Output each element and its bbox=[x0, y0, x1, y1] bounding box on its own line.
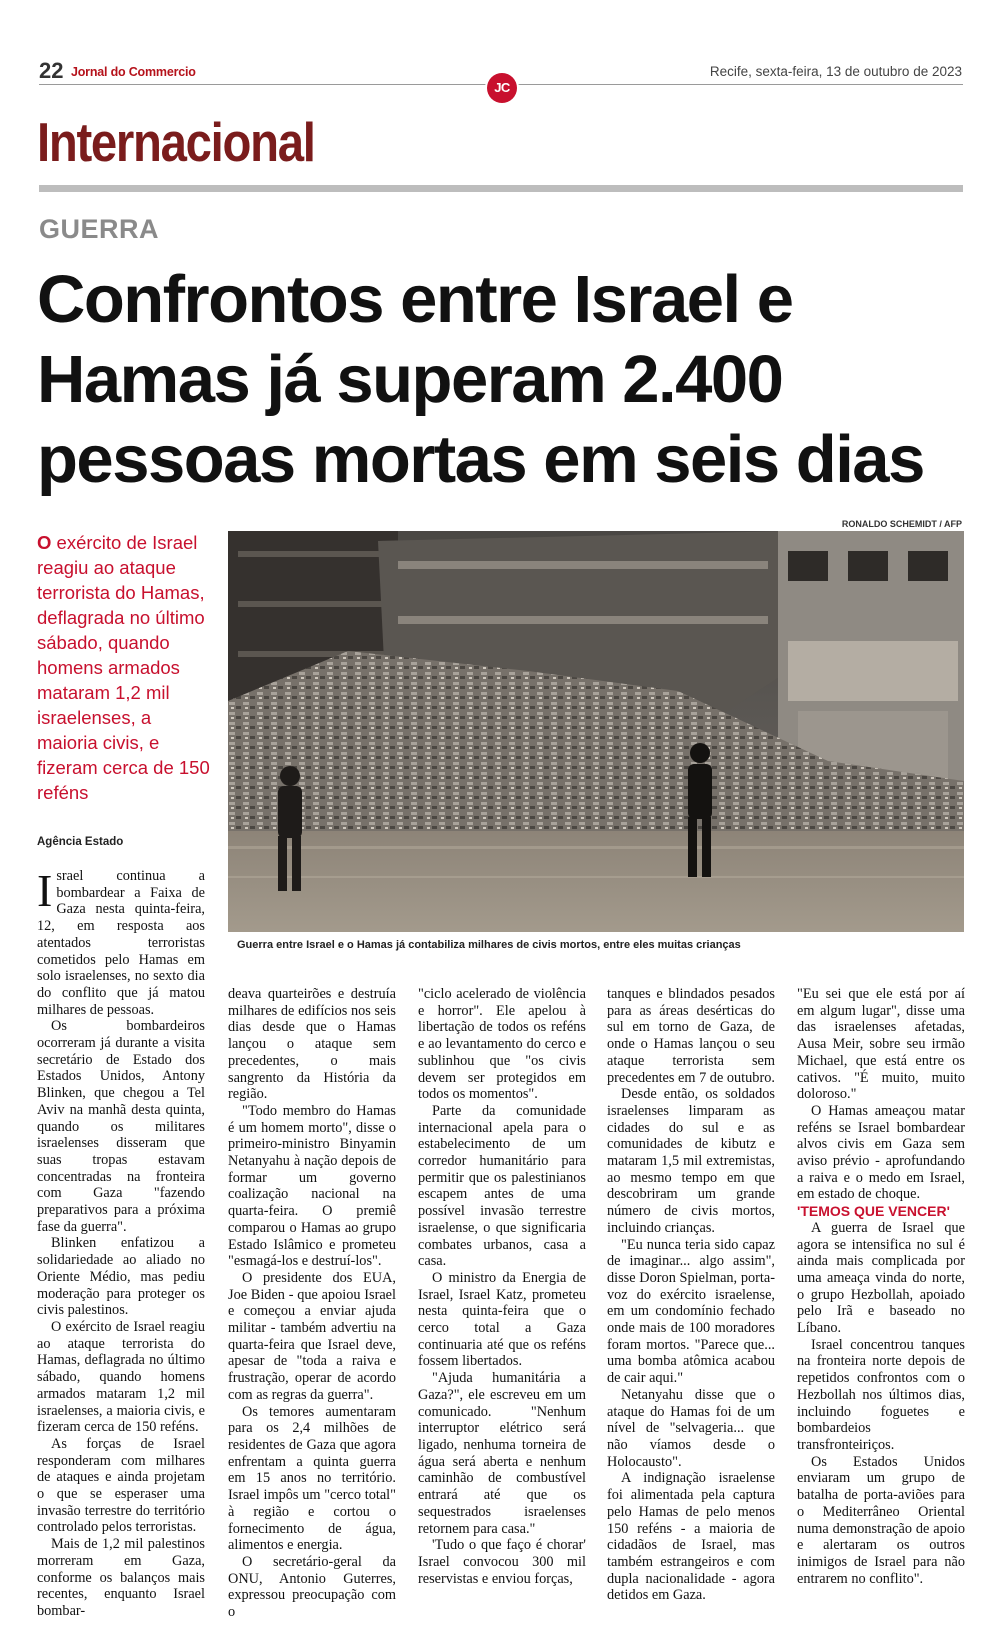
subheading: 'TEMOS QUE VENCER' bbox=[797, 1203, 950, 1220]
kicker: GUERRA bbox=[39, 214, 160, 244]
photo-caption: Guerra entre Israel e o Hamas já contabiliza milhares de civis mortos, entre eles muitas crianças bbox=[237, 939, 741, 951]
body-paragraph: Israel concentrou tanques na fronteira norte depois de repetidos confrontos com o Hezbollah nos últimos dias, incluindo foguetes e bombardeios transfronteiriços. bbox=[797, 1336, 965, 1453]
body-paragraph: Os Estados Unidos enviaram um grupo de batalha de porta-aviões para o Mediterrâneo Oriental numa demonstração de apoio e alertaram os outros inimigos de Israel para não entrarem no conflito". bbox=[797, 1453, 965, 1587]
lead-paragraph bbox=[37, 530, 212, 805]
news-photo bbox=[228, 531, 964, 932]
body-paragraph: O exército de Israel reagiu ao ataque terrorista do Hamas, deflagrada no último sábado, quando homens armados mataram 1,2 mil israelenses, a maioria civis, e fizeram cerca de 150 reféns. bbox=[37, 1318, 205, 1436]
byline: Agência Estado bbox=[37, 836, 124, 848]
body-paragraph: O presidente dos EUA, Joe Biden - que apoiou Israel e começou a enviar ajuda militar - também advertiu na quarta-feira que Israel deve, apesar de "toda a raiva e frustração, operar de acordo com as regras da guerra". bbox=[228, 1269, 396, 1403]
body-paragraph: "Todo membro do Hamas é um homem morto", disse o primeiro-ministro Binyamin Netanyahu à nação depois de formar um governo coalização nacional na quarta-feira. O premiê comparou o Hamas ao grupo Estado Islâmico e prometeu "esmagá-los e destruí-los". bbox=[228, 1102, 396, 1270]
body-column-5 bbox=[797, 986, 965, 1587]
rubble-scene-image bbox=[228, 531, 964, 932]
jc-logo: JC bbox=[487, 73, 517, 103]
body-paragraph: O secretário-geral da ONU, Antonio Guterres, expressou preocupação com o bbox=[228, 1553, 396, 1621]
body-paragraph: Mais de 1,2 mil palestinos morreram em Gaza, conforme os balanços mais recentes, enquanto Israel bombar- bbox=[37, 1536, 205, 1619]
body-paragraph: deava quarteirões e destruía milhares de edifícios nos seis dias desde que o Hamas lançou o ataque sem precedentes, o mais sangrento da História da região. bbox=[228, 986, 396, 1103]
body-paragraph: 'Tudo o que faço é chorar' Israel convocou 300 mil reservistas e enviou forças, bbox=[418, 1537, 586, 1587]
body-paragraph: Netanyahu disse que o ataque do Hamas foi de um nível de "selvageria... que não víamos desde o Holocausto". bbox=[607, 1386, 775, 1470]
body-paragraph: O ministro da Energia de Israel, Israel Katz, prometeu nesta quinta-feira que o cerco total a Gaza continuaria até que os reféns fossem libertados. bbox=[418, 1269, 586, 1370]
body-paragraph: Parte da comunidade internacional apela para o estabelecimento de um corredor humanitário para permitir que os palestinianos escapem antes de uma possível invasão terrestre israelense, o que significaria combates urbanos, casa a casa. bbox=[418, 1102, 586, 1270]
body-column-1 bbox=[37, 865, 205, 1620]
body-paragraph: Os bombardeiros ocorreram já durante a visita secretário de Estado dos Estados Unidos, Antony Blinken, que chegou a Tel Aviv na manhã desta quinta, quando os militares israelenses disseram que suas tropas estavam concentradas na fronteira com Gaza "fazendo preparativos para a próxima fase da guerra". bbox=[37, 1018, 205, 1235]
body-paragraph: As forças de Israel responderam com milhares de ataques e ainda projetam o que se esperaser uma invasão terrestre do território controlado pelos terroristas. bbox=[37, 1435, 205, 1536]
body-column-3 bbox=[418, 986, 586, 1587]
lead-first-word: O bbox=[37, 532, 52, 553]
body-paragraph: A indignação israelense foi alimentada pela captura pelo Hamas de pelo menos 150 reféns - a maioria de cidadãos de Israel, mas também estrangeiros e com dupla nacionalidade - agora detidos em Gaza. bbox=[607, 1470, 775, 1604]
body-paragraph: "Eu nunca teria sido capaz de imaginar... algo assim", disse Doron Spielman, porta-voz do exército israelense, em um condomínio fechado onde mais de 100 moradores foram mortos. "Parece que... uma bomba atômica acabou de cair aqui." bbox=[607, 1236, 775, 1387]
photo-credit: RONALDO SCHEMIDT / AFP bbox=[841, 519, 962, 529]
newspaper-name: Jornal do Commercio bbox=[71, 65, 196, 79]
page-number: 22 bbox=[39, 58, 64, 83]
dateline: Recife, sexta-feira, 13 de outubro de 2023 bbox=[709, 64, 962, 79]
body-paragraph: Desde então, os soldados israelenses limparam as cidades do sul e as comunidades de kibutz e mataram 1,5 mil extremistas, ao mesmo tempo em que descobriram um grande número de civis mortos, incluindo crianças. bbox=[607, 1086, 775, 1236]
body-paragraph: Os temores aumentaram para os 2,4 milhões de residentes de Gaza que agora enfrentam a quinta guerra em 15 anos no território. Israel impôs um "cerco total" à região e cortou o fornecimento de água, alimentos e energia. bbox=[228, 1403, 396, 1554]
drop-cap: I bbox=[37, 865, 53, 916]
body-column-4 bbox=[607, 986, 775, 1604]
body-paragraph: Blinken enfatizou a solidariedade ao aliado no Oriente Médio, mas pediu moderação para proteger os civis palestinos. bbox=[37, 1235, 205, 1319]
body-paragraph: "Eu sei que ele está por aí em algum lugar", disse uma das israelenses afetadas, Ausa Meir, sobre seu irmão Michael, que está entre os cativos. "É muito, muito doloroso." bbox=[797, 986, 965, 1103]
section-title: Internacional bbox=[37, 111, 315, 173]
section-divider bbox=[39, 185, 963, 192]
body-paragraph: A guerra de Israel que agora se intensifica no sul é ainda mais complicada por uma ameaça vinda do norte, o grupo Hezbollah, apoiado pelo Irã e baseado no Líbano. bbox=[797, 1219, 965, 1337]
body-column-2 bbox=[228, 986, 396, 1621]
body-paragraph: tanques e blindados pesados para as áreas desérticas do sul em torno de Gaza, de onde o Hamas lançou o seu ataque terrorista sem precedentes em 7 de outubro. bbox=[607, 986, 775, 1086]
body-paragraph: O Hamas ameaçou matar reféns se Israel bombardear alvos civis em Gaza sem aviso prévio - aprofundando a raiva e o medo em Israel, em estado de choque. bbox=[797, 1102, 965, 1203]
body-paragraph: "Ajuda humanitária a Gaza?", ele escreveu em um comunicado. "Nenhum interruptor elétrico será ligado, nenhuma torneira de água será aberta e nenhum caminhão de combustível entrará até que os sequestrados israelenses retornem para casa." bbox=[418, 1370, 586, 1537]
body-paragraph: Israel continua a bombardear a Faixa de Gaza nesta quinta-feira, 12, em resposta aos atentados terroristas cometidos pelo Hamas em solo israelenses, no sexto dia do conflito que já matou milhares de pessoas. bbox=[37, 865, 205, 1018]
headline: Confrontos entre Israel e Hamas já superam 2.400 pessoas mortas em seis dias bbox=[37, 262, 924, 497]
body-paragraph: "ciclo acelerado de violência e horror". Ele apelou à libertação de todos os reféns e ao levantamento do cerco e sublinhou que "os civis devem ser protegidos em todos os momentos". bbox=[418, 986, 586, 1103]
lead-text: exército de Israel reagiu ao ataque terrorista do Hamas, deflagrada no último sábado, quando homens armados mataram 1,2 mil israelenses, a maioria civis, e fizeram cerca de 150 reféns bbox=[37, 532, 210, 803]
